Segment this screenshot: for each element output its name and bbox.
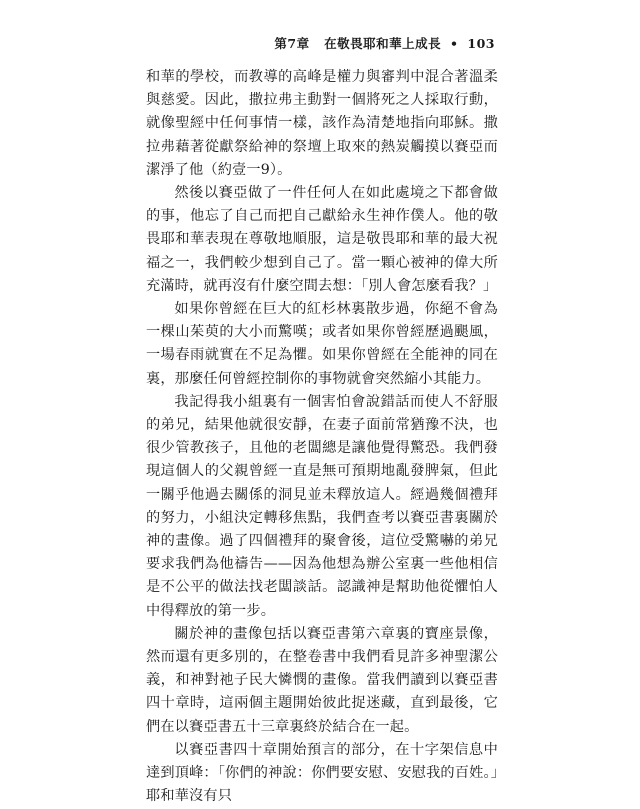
paragraph-2: 然後以賽亞做了一件任何人在如此處境之下都會做的事，他忘了自己而把自己獻給永生神作僕人。他的敬畏耶和華表現在尊敬地順服，這是敬畏耶和華的最大祝福之一，我們較少想到自己了。當一顆心被神的偉大所充滿時，就再沒有什麼空間去想：「別人會怎麼看我？」: [146, 185, 498, 294]
running-header: [274, 34, 495, 52]
paragraph-3: 如果你曾經在巨大的紅杉林裏散步過，你絕不會為一棵山茱萸的大小而驚嘆；或者如果你曾經歷過颶風，一場春雨就實在不足為懼。如果你曾經在全能神的同在裏，那麼任何曾經控制你的事物就會突然縮小其能力。: [146, 301, 498, 387]
page-number: 103: [467, 36, 495, 51]
header-separator: •: [450, 36, 459, 51]
paragraph-5: 關於神的畫像包括以賽亞書第六章裏的寶座景像，然而還有更多別的，在整卷書中我們看見許多神聖潔公義，和神對祂子民大憐憫的畫像。當我們讀到以賽亞書四十章時，這兩個主題開始彼此捉迷藏，直到最後，它們在以賽亞書五十三章裏終於結合在一起。: [146, 625, 498, 735]
paragraph-4: 我記得我小組裏有一個害怕會說錯話而使人不舒服的弟兄，結果他就很安靜，在妻子面前常猶豫不決，也很少管教孩子，且他的老闆總是讓他覺得驚恐。我們發現這個人的父親曾經一直是無可預期地亂發脾氣，但此一關乎他過去關係的洞見並未釋放這人。經過幾個禮拜的努力，小組決定轉移焦點，我們查考以賽亞書裏關於神的畫像。過了四個禮拜的聚會後，這位受驚嚇的弟兄要求我們為他禱告——因為他想為辦公室裏一些他相信是不公平的做法找老闆談話。認識神是幫助他從懼怕人中得釋放的第一步。: [146, 393, 498, 619]
paragraph-1: 和華的學校，而教導的高峰是權力與審判中混合著溫柔與慈愛。因此，撒拉弗主動對一個將死之人採取行動，就像聖經中任何事情一樣，該作為清楚地指向耶穌。撒拉弗藉著從獻祭給神的祭壇上取來的熱炭觸摸以賽亞而潔淨了他（約壹一9）。: [146, 69, 498, 178]
chapter-label: 第7章: [274, 36, 310, 51]
chapter-title: 在敬畏耶和華上成長: [324, 36, 442, 51]
body-text: [146, 66, 498, 809]
paragraph-6: 以賽亞書四十章開始預言的部分，在十字架信息中達到頂峰：「你們的神說：你們要安慰、安慰我的百姓。」耶和華沒有只: [146, 741, 498, 805]
